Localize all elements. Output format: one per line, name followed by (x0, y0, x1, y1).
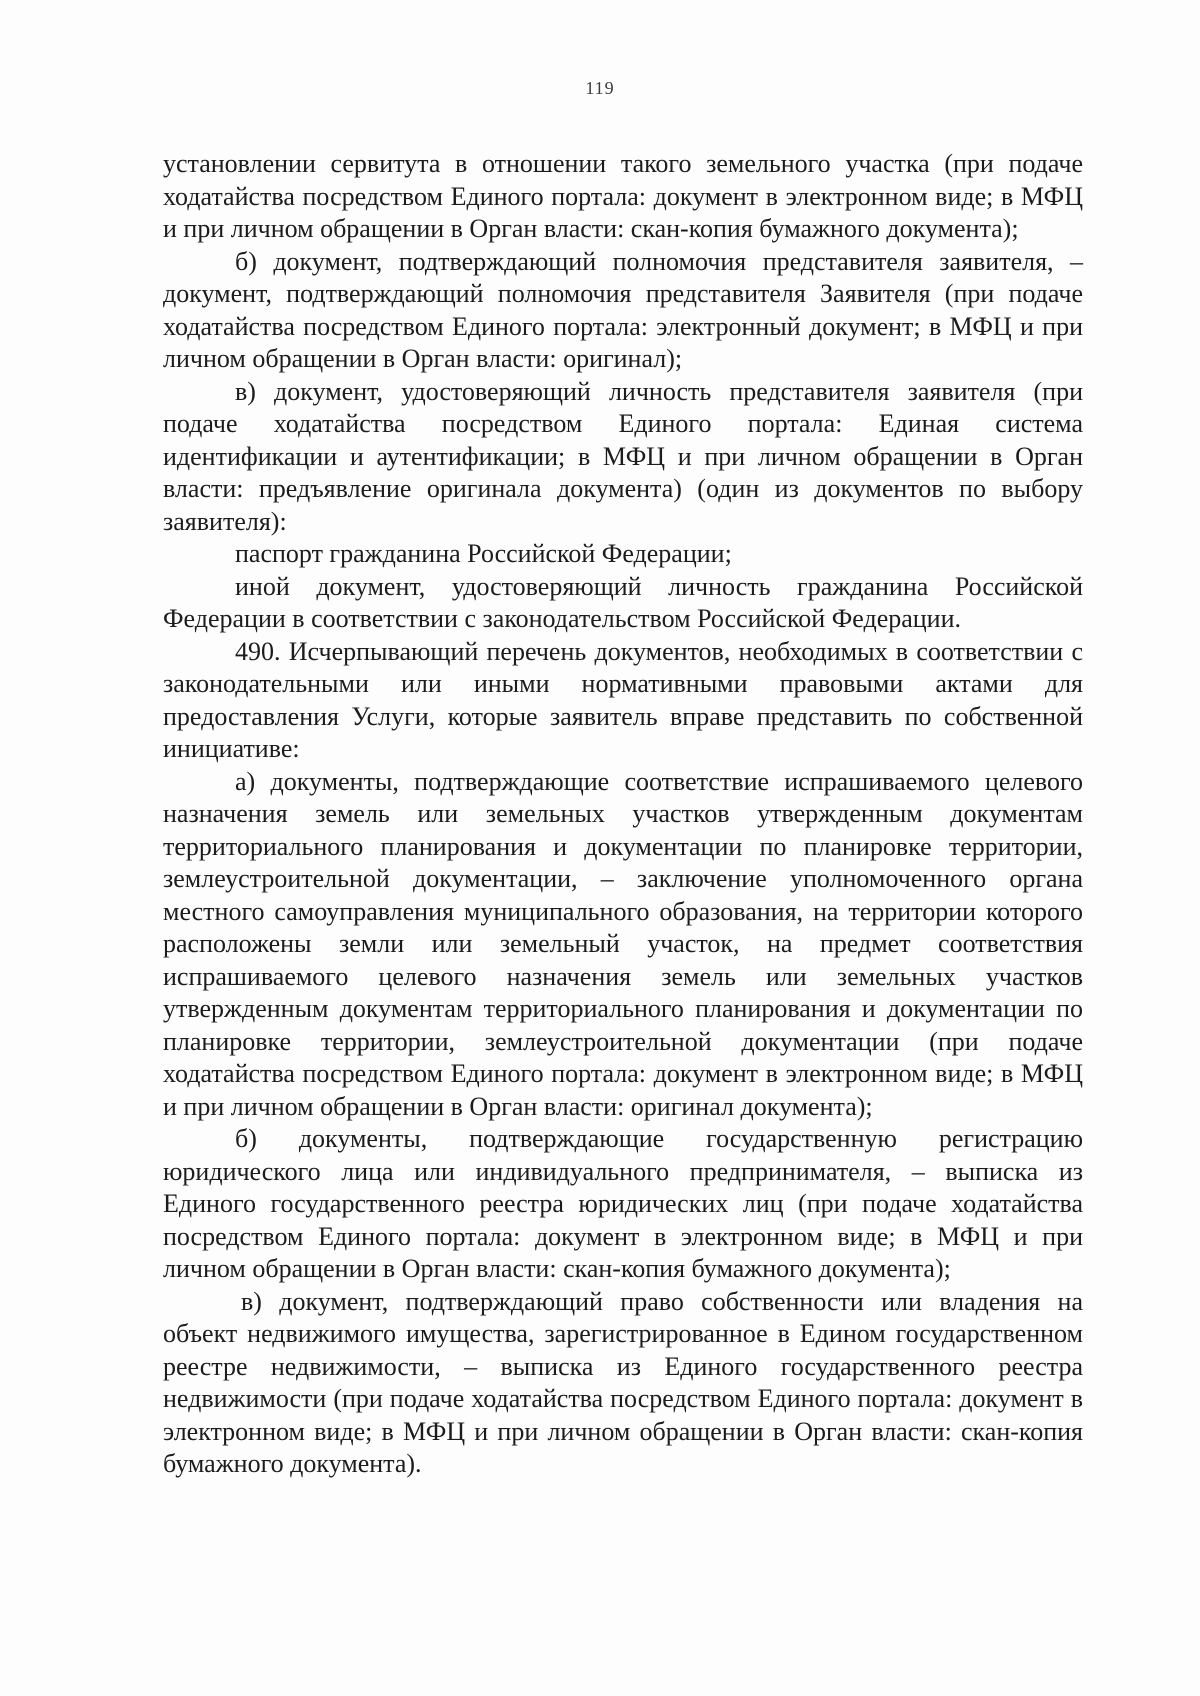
paragraph-item-a-land-purpose: а) документы, подтверждающие соответствие испрашиваемого целевого назначения земель или земельных участков утвержденным документам территориального планирования и документации по планировке территории, землеустроительной документации, – заключение уполномоченного органа местного самоуправления муниципального образования, на территории которого расположены земли или земельный участок, на предмет соответствия испрашиваемого целевого назначения земель или земельных участков утвержденным документам территориального планирования и документации по планировке территории, землеустроительной документации (при подаче ходатайства посредством Единого портала: документ в электронном виде; в МФЦ и при личном обращении в Орган власти: оригинал документа); (163, 766, 1083, 1121)
paragraph-item-v-representative-identity: в) документ, удостоверяющий личность представителя заявителя (при подаче ходатайства посредством Единого портала: Единая система идентификации и аутентификации; в МФЦ и при личном обращении в Орган власти: предъявление оригинала документа) (один из документов по выбору заявителя): (163, 376, 1083, 536)
paragraph-item-b-representative-authority: б) документ, подтверждающий полномочия представителя заявителя, – документ, подтверждающий полномочия представителя Заявителя (при подаче ходатайства посредством Единого портала: электронный документ; в МФЦ и при личном обращении в Орган власти: оригинал); (163, 246, 1083, 373)
paragraph-other-identity-document: иной документ, удостоверяющий личность гражданина Российской Федерации в соответствии с законодательством Российской Федерации. (163, 571, 1083, 633)
document-body (163, 148, 1083, 1481)
paragraph-continuation: установлении сервитута в отношении такого земельного участка (при подаче ходатайства посредством Единого портала: документ в электронном виде; в МФЦ и при личном обращении в Орган власти: скан-копия бумажного документа); (163, 149, 1083, 243)
paragraph-passport: паспорт гражданина Российской Федерации; (235, 539, 732, 568)
paragraph-item-v-property-right: в) документ, подтверждающий право собственности или владения на объект недвижимого имущества, зарегистрированное в Едином государственном реестре недвижимости, – выписка из Единого государственного реестра недвижимости (при подаче ходатайства посредством Единого портала: документ в электронном виде; в МФЦ и при личном обращении в Орган власти: скан-копия бумажного документа). (163, 1286, 1083, 1478)
paragraph-item-b-state-registration: б) документы, подтверждающие государственную регистрацию юридического лица или индивидуального предпринимателя, – выписка из Единого государственного реестра юридических лиц (при подаче ходатайства посредством Единого портала: документ в электронном виде; в МФЦ и при личном обращении в Орган власти: скан-копия бумажного документа); (163, 1124, 1083, 1283)
paragraph-490: 490. Исчерпывающий перечень документов, необходимых в соответствии с законодательными или иными нормативными правовыми актами для предоставления Услуги, которые заявитель вправе представить по собственной инициативе: (163, 636, 1083, 763)
page-number: 119 (585, 78, 615, 98)
